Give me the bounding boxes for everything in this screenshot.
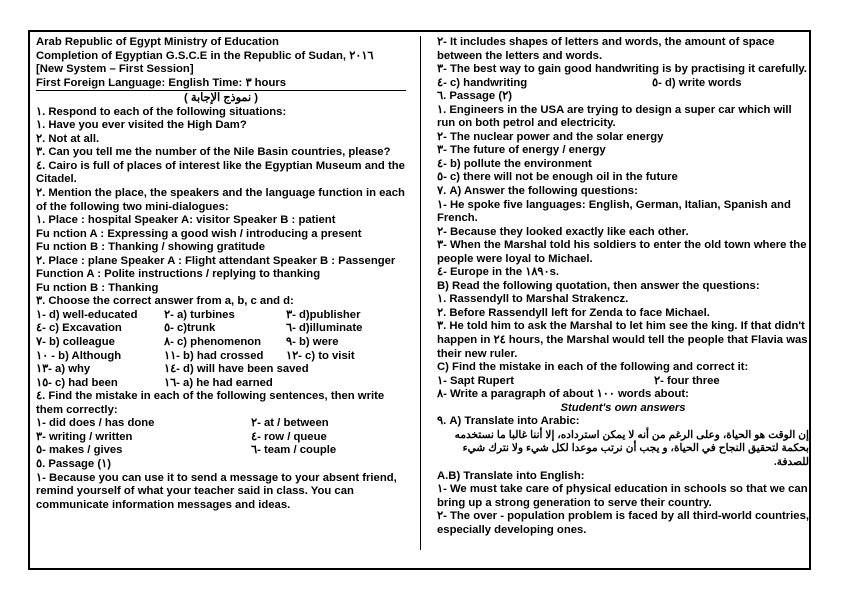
novel-answer-4: ٤- Europe in the ١٨٩٠s.: [437, 266, 559, 279]
question-5-heading: ٥. Passage (١): [36, 457, 111, 470]
correction-answer: ١- did does / has done: [36, 417, 155, 430]
quotation-answer-1: ١. Rassendyll to Marshal Strakencz.: [437, 293, 629, 306]
dialogue-2-place: ٢. Place : plane Speaker A : Flight attendant Speaker B : Passenger: [36, 254, 396, 267]
mcq-answer: ١٤- d) will have been saved: [164, 363, 309, 376]
left-column: [36, 36, 406, 512]
novel-answer-3: ٣- When the Marshal told his soldiers to enter the old town where the people were loyal to Michael.: [437, 239, 807, 265]
mcq-answer: ٩- b) were: [286, 336, 339, 349]
question-4-answers: [36, 417, 406, 458]
correction-answer: ٢- four three: [654, 374, 720, 387]
mcq-answer: ٨- c) phenomenon: [164, 336, 262, 349]
mcq-answer: [286, 377, 406, 391]
header-exam: Completion of Egyptian G.S.C.E in the Republic of Sudan, ٢٠١٦: [36, 49, 374, 62]
mcq-answer: ١٥- c) had been: [36, 376, 118, 389]
right-column: [437, 36, 809, 537]
correction-answer: ٥- makes / gives: [36, 444, 123, 457]
passage-2-answer-3: ٣- The future of energy / energy: [437, 144, 606, 157]
question-7b-heading: B) Read the following quotation, then answer the questions:: [437, 279, 760, 292]
dialogue-1-function-a: Fu nction A : Expressing a good wish / introducing a present: [36, 227, 362, 240]
novel-answer-1: ١- He spoke five languages: English, German, Italian, Spanish and French.: [437, 198, 791, 225]
quotation-answer-3: ٣. He told him to ask the Marshal to let him see the king. If that didn't happen in ٢٤ hours, the Marshal would tell the people that Flavia was their new ruler.: [437, 320, 808, 360]
question-7c-answers: [437, 375, 809, 389]
question-7c-heading: C) Find the mistake in each of the following and correct it:: [437, 361, 749, 374]
mcq-answer: ٢- a) turbines: [164, 308, 235, 321]
mcq-answer: ١٠ - b) Although: [36, 349, 122, 362]
mcq-answer: ٤- c) handwriting: [437, 76, 528, 89]
passage-2-answer-4: ٤- b) pollute the environment: [437, 157, 592, 170]
dialogue-1-function-b: Fu nction B : Thanking / showing gratitude: [36, 241, 266, 254]
question-1-heading: ١. Respond to each of the following situations:: [36, 105, 287, 118]
correction-answer: ٣- writing / written: [36, 430, 133, 443]
novel-answer-2: ٢- Because they looked exactly like each other.: [437, 225, 689, 238]
question-3-answers: [36, 309, 406, 390]
mcq-answer: ٤- c) Excavation: [36, 322, 122, 335]
passage-1-answer-3: ٣- The best way to gain good handwriting is by practising it carefully.: [437, 63, 807, 76]
answer-1-3: ٣. Can you tell me the number of the Nile Basin countries, please?: [36, 146, 391, 159]
arabic-translation: إن الوقت هو الحياة، وعلى الرغم من أنه لا يمكن استرداده، إلا أننا غالبا ما نستخدمه بحكمة لتحقيق النجاح في الحياة، و يجب أن نرتب موعدا لكل شيء ولا نترك شيء للصدفة.: [454, 428, 809, 468]
correction-answer: ٤- row / queue: [251, 430, 327, 443]
mcq-answer: ٥- d) write words: [652, 76, 742, 89]
passage-1-answers-4-5: [437, 77, 809, 91]
passage-2-answer-1: ١. Engineers in the USA are trying to design a super car which will run on both petrol and electricity.: [437, 103, 792, 130]
mcq-answer: ٣- d)publisher: [286, 308, 361, 321]
passage-1-answer-2: ٢- It includes shapes of letters and words, the amount of space between the letters and words.: [437, 36, 775, 62]
question-8-heading: ٨- Write a paragraph of about ١٠٠ words about:: [437, 388, 689, 401]
answer-1-4: ٤. Cairo is full of places of interest like the Egyptian Museum and the Citadel.: [36, 159, 405, 186]
mcq-answer: ١٢- c) to visit: [286, 349, 355, 362]
question-4-heading: ٤. Find the mistake in each of the following sentences, then write them correctly:: [36, 390, 385, 416]
answer-1-1: ١. Have you ever visited the High Dam?: [36, 119, 247, 132]
question-2-heading: ٢. Mention the place, the speakers and the language function in each of the following two mini-dialogues:: [36, 187, 405, 213]
english-translation-1: ١- We must take care of physical education in schools so that we can bring up a strong generation to serve their country.: [437, 483, 808, 509]
passage-1-answer-1: ١- Because you can use it to send a message to your absent friend, remind yourself of what your teacher said in class. You can communicate information messages and ideas.: [36, 471, 397, 511]
mcq-answer: ١- d) well-educated: [36, 308, 138, 321]
dialogue-2-function-a: Function A : Polite instructions / replying to thanking: [36, 268, 321, 281]
question-3-heading: ٣. Choose the correct answer from a, b, c and d:: [36, 295, 294, 308]
header-session: [New System – First Session]: [36, 63, 194, 76]
correction-answer: ١- Sapt Rupert: [437, 374, 514, 387]
mcq-answer: ١١- b) had crossed: [164, 349, 264, 362]
mcq-answer: ٥- c)trunk: [164, 322, 216, 335]
dialogue-2-function-b: Fu nction B : Thanking: [36, 281, 159, 294]
answer-1-2: ٢. Not at all.: [36, 132, 100, 145]
english-translation-2: ٢- The over - population problem is faced by all third-world countries, especially developing ones.: [437, 510, 810, 536]
mcq-answer: ٧- b) colleague: [36, 336, 115, 349]
passage-2-answer-5: ٥- c) there will not be enough oil in the future: [437, 171, 678, 184]
header-subject-time: First Foreign Language: English Time: ٣ hours: [36, 77, 406, 92]
dialogue-1-place: ١. Place : hospital Speaker A: visitor Speaker B : patient: [36, 214, 336, 227]
correction-answer: ٢- at / between: [251, 417, 329, 430]
student-own-answers-note: Student's own answers: [560, 401, 686, 414]
question-9b-heading: A.B) Translate into English:: [437, 469, 585, 482]
mcq-answer: ١٣- a) why: [36, 363, 91, 376]
correction-answer: ٦- team / couple: [251, 444, 337, 457]
passage-2-answer-2: ٢- The nuclear power and the solar energy: [437, 130, 664, 143]
header-ministry: Arab Republic of Egypt Ministry of Education: [36, 36, 279, 48]
question-7a-heading: ٧. A) Answer the following questions:: [437, 185, 638, 198]
mcq-answer: ١٦- a) he had earned: [164, 376, 273, 389]
quotation-answer-2: ٢. Before Rassendyll left for Zenda to face Michael.: [437, 306, 710, 319]
question-9a-heading: ٩. A) Translate into Arabic:: [437, 415, 580, 428]
mcq-answer: ٦- d)illuminate: [286, 322, 363, 335]
question-6-heading: ٦. Passage (٢): [437, 90, 512, 103]
mcq-answer: [286, 363, 406, 377]
column-divider: [420, 36, 421, 550]
model-answer-label: ( نموذج الإجابة ): [184, 92, 258, 105]
